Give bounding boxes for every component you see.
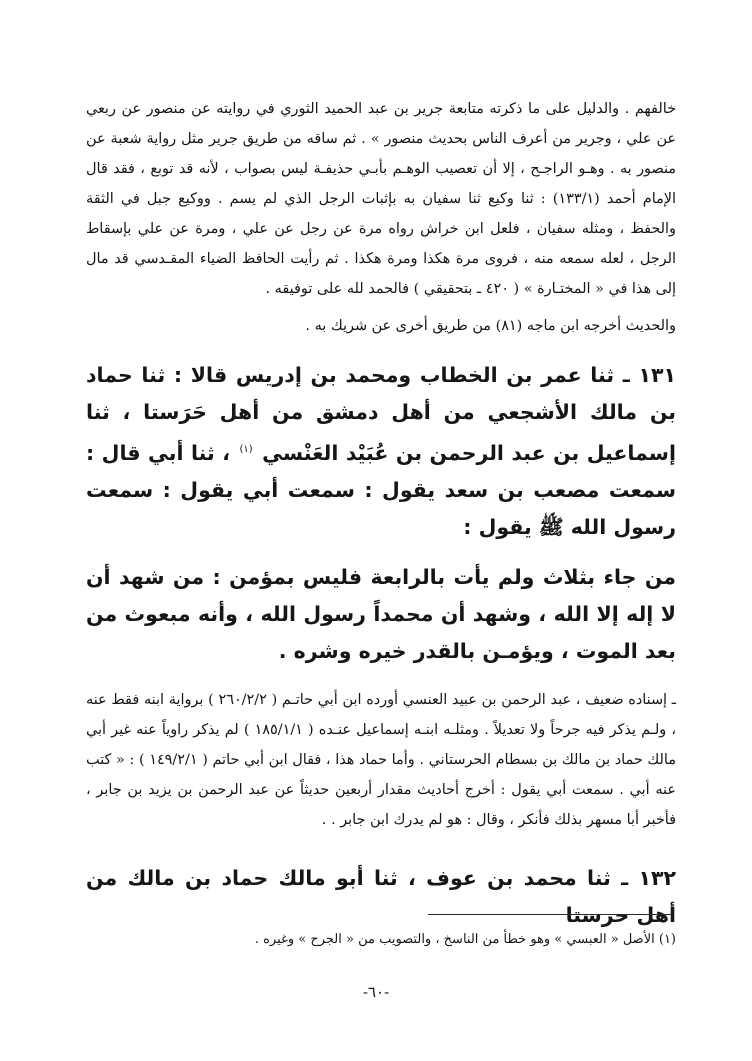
ibn-majah-note: والحديث أخرجه ابن ماجه (٨١) من طريق أخرى عن شريك به .: [305, 318, 676, 334]
footnote-divider: [428, 914, 674, 915]
page-number: -٦٠-: [362, 983, 390, 1001]
hadith-131-isnad-part1: ١٣١ ـ ثنا عمر بن الخطاب ومحمد بن إدريس قالا : ثنا حماد بن مالك الأشجعي من أهل دمشق من أهل حَرَستا ، ثنا إسماعيل بن عبد الرحمن بن عُبَيْد العَنْسي: [86, 363, 676, 465]
footnote: (١) الأصل « العبسي » وهو خطأ من الناسخ ، والتصويب من « الجرح » وغيره .: [254, 932, 676, 947]
hadith-131-isnad-part2: ، ثنا أبي قال : سمعت مصعب بن سعد يقول : سمعت أبي يقول : سمعت رسول الله ﷺ يقول :: [86, 440, 676, 539]
footnote-marker: (١): [239, 444, 253, 455]
hadith-131-isnad: [86, 357, 676, 546]
page-body: [86, 94, 676, 934]
hadith-131-matn: من جاء بثلاث ولم يأت بالرابعة فليس بمؤمن : من شهد أن لا إله إلا الله ، وشهد أن محمداً رسول الله ، وأنه مبعوث من بعد الموت ، ويؤمـن بالقدر خيره وشره .: [86, 564, 676, 663]
commentary-block: خالفهم . والدليل على ما ذكرته متابعة جرير بن عبد الحميد الثوري في روايته عن منصور عن ربعي عن علي ، وجرير من أعرف الناس بحديث منصور » . ثم ساقه من طريق جرير مثل رواية شعبة عن منصور به . وهـو الراجـح ، إلا أن تعصيب الوهـم بأبـي حذيفـة ليس بصواب ، لأنه قد توبع ، فقد قال الإمام أحمد (١٣٣/١) : ثنا وكيع ثنا سفيان به بإثبات الرجل الذي لم يسم . ووكيع جبل في الثقة والحفظ ، ومثله سفيان ، فلعل ابن خراش رواه مرة عن رجل عن علي ، ومرة عن علي بإسقاط الرجل ، لعله سمعه منه ، فروى مرة هكذا ومرة هكذا . ثم رأيت الحافظ الضياء المقـدسي قد مال إلى هذا في « المختـارة » ( ٤٢٠ ـ بتحقيقي ) فالحمد لله على توفيقه .: [86, 101, 676, 297]
takhrij-131: ـ إسناده ضعيف ، عبد الرحمن بن عبيد العنسي أورده ابن أبي حاتـم ( ٢٦٠/٢/٢ ) برواية ابنه فقط عنه ، ولـم يذكر فيه جرحاً ولا تعديلاً . ومثلـه ابنـه إسماعيل عنـده ( ١٨٥/١/١ ) لم يذكر راوياً عنه غير أبي مالك حماد بن مالك بن بسطام الحرستاني . وأما حماد هذا ، فقال ابن أبي حاتم ( ١٤٩/٢/١ ) : « كتب عنه أبي . سمعت أبي يقول : أخرج أحاديث مقدار أربعين حديثاً عن عبد الرحمن بن يزيد بن جابر ، فأخبر أبا مسهر بذلك فأنكر ، وقال : هو لم يدرك ابن جابر . .: [86, 691, 676, 828]
hadith-131: [86, 357, 676, 670]
hadith-132-isnad: ١٣٢ ـ ثنا محمد بن عوف ، ثنا أبو مالك حماد بن مالك من أهل حرستا: [86, 865, 676, 927]
